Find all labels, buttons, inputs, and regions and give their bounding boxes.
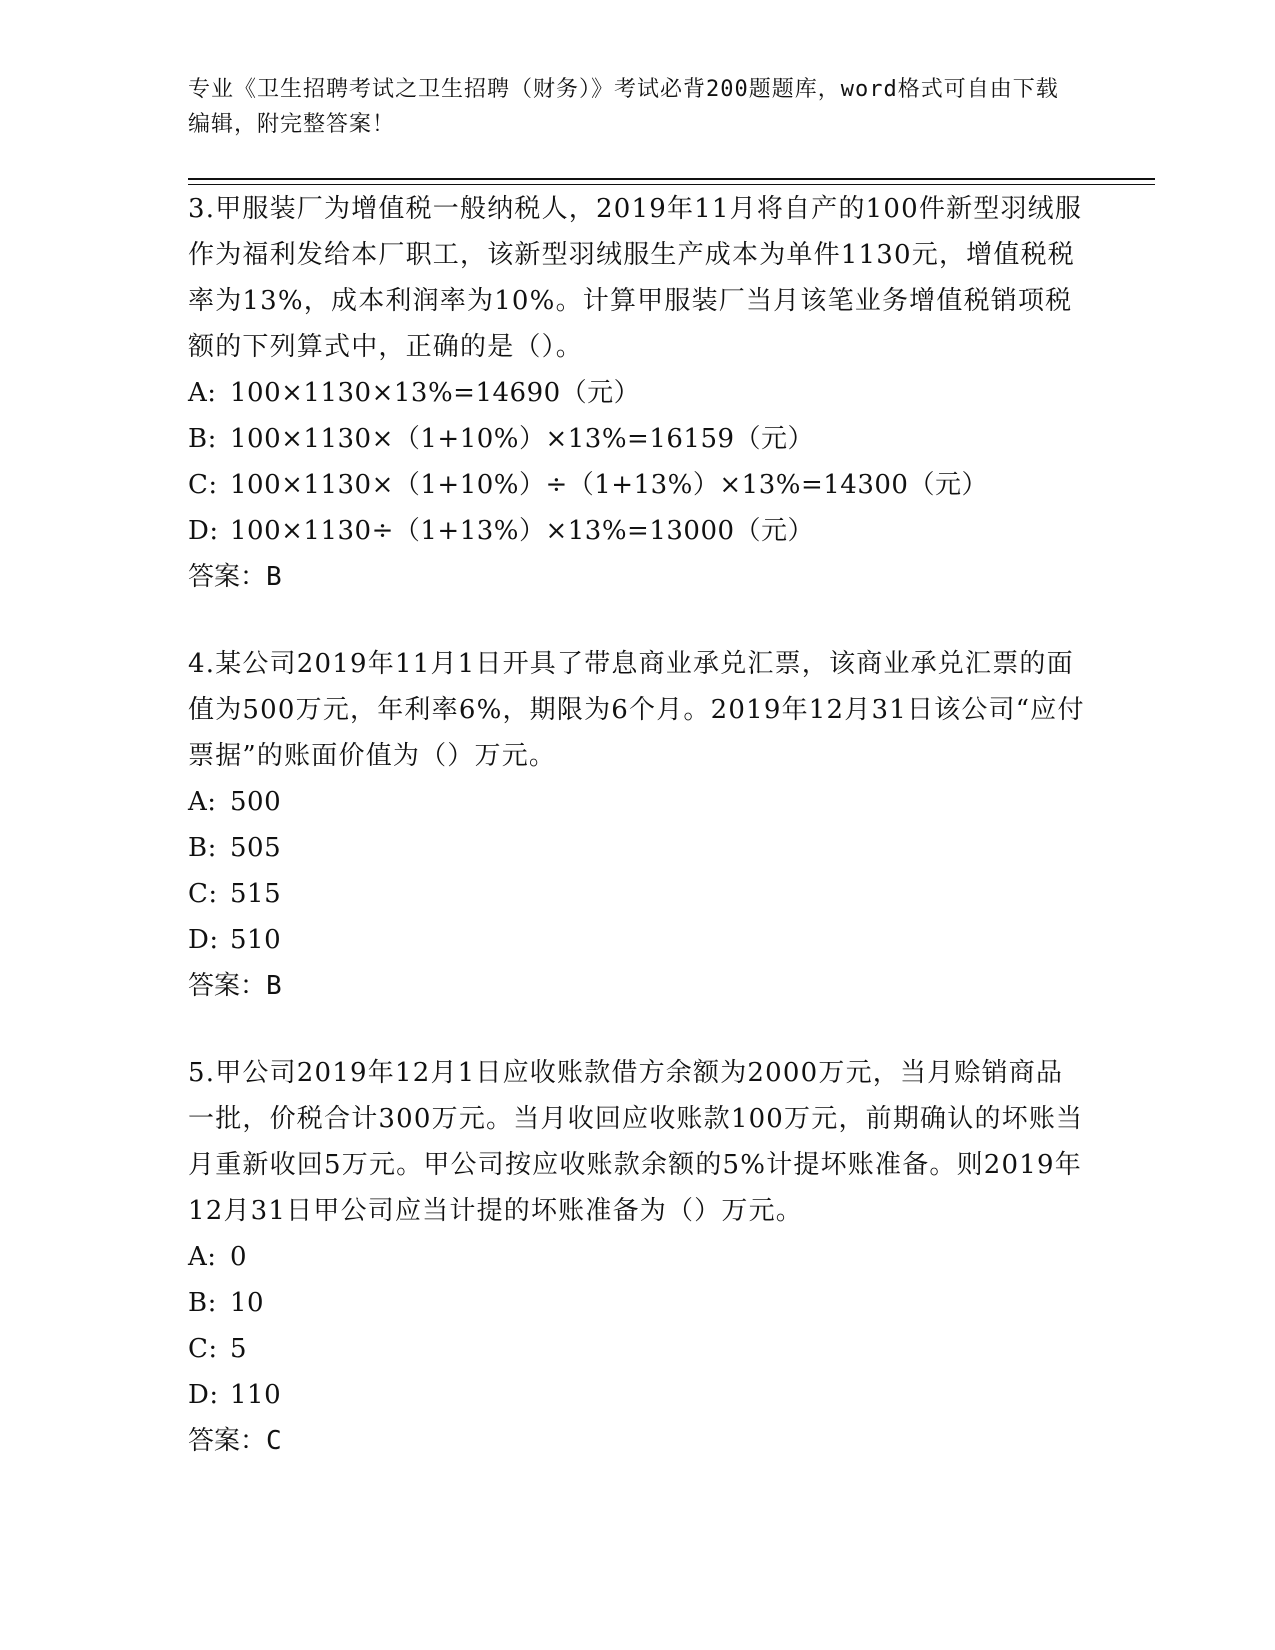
header-divider-thin <box>188 184 1155 185</box>
option-text: 110 <box>230 1380 282 1410</box>
option-key: D: <box>188 925 219 955</box>
option-key: A: <box>188 787 217 817</box>
option-key: B: <box>188 833 217 863</box>
option-key: B: <box>188 424 217 454</box>
option-text: 10 <box>230 1288 265 1318</box>
question-stem: 5.甲公司2019年12月1日应收账款借方余额为2000万元，当月赊销商品一批，价税合计300万元。当月收回应收账款100万元，前期确认的坏账当月重新收回5万元。甲公司按应收账款余额的5%计提坏账准备。则2019年12月31日甲公司应当计提的坏账准备为（）万元。 <box>188 1058 1084 1226</box>
option-key: C: <box>188 470 218 500</box>
question-stem: 4.某公司2019年11月1日开具了带息商业承兑汇票，该商业承兑汇票的面值为500万元，年利率6%，期限为6个月。2019年12月31日该公司“应付票据”的账面价值为（）万元。 <box>188 649 1085 771</box>
option-key: D: <box>188 1380 219 1410</box>
option-a <box>188 370 1088 416</box>
document-header <box>188 72 1078 142</box>
option-key: B: <box>188 1288 217 1318</box>
answer-line: 答案：B <box>188 971 282 1001</box>
header-divider-thick <box>188 178 1155 180</box>
option-d <box>188 508 1088 554</box>
answer-line: 答案：B <box>188 562 282 592</box>
option-a <box>188 779 1088 825</box>
option-c <box>188 462 1088 508</box>
option-text: 515 <box>230 879 282 909</box>
answer-line: 答案：C <box>188 1426 282 1456</box>
option-b <box>188 825 1088 871</box>
option-text: 100×1130÷（1+13%）×13%=13000（元） <box>230 516 815 546</box>
option-b <box>188 416 1088 462</box>
option-text: 510 <box>230 925 282 955</box>
question-5 <box>188 1050 1088 1464</box>
option-c <box>188 871 1088 917</box>
option-key: A: <box>188 1242 217 1272</box>
question-stem: 3.甲服装厂为增值税一般纳税人，2019年11月将自产的100件新型羽绒服作为福利发给本厂职工，该新型羽绒服生产成本为单件1130元，增值税税率为13%，成本利润率为10%。计算甲服装厂当月该笔业务增值税销项税额的下列算式中，正确的是（）。 <box>188 194 1083 362</box>
option-text: 500 <box>230 787 282 817</box>
option-b <box>188 1280 1088 1326</box>
option-d <box>188 917 1088 963</box>
option-text: 5 <box>230 1334 248 1364</box>
header-intro: 专业《卫生招聘考试之卫生招聘（财务）》考试必背200题题库，word格式可自由下载编辑，附完整答案！ <box>188 77 1059 137</box>
option-key: D: <box>188 516 219 546</box>
option-c <box>188 1326 1088 1372</box>
option-key: C: <box>188 879 218 909</box>
option-text: 505 <box>230 833 282 863</box>
option-d <box>188 1372 1088 1418</box>
option-text: 100×1130×13%=14690（元） <box>230 378 641 408</box>
question-3 <box>188 186 1088 600</box>
option-text: 100×1130×（1+10%）÷（1+13%）×13%=14300（元） <box>230 470 988 500</box>
option-text: 100×1130×（1+10%）×13%=16159（元） <box>230 424 815 454</box>
option-text: 0 <box>230 1242 248 1272</box>
question-4 <box>188 641 1088 1009</box>
option-a <box>188 1234 1088 1280</box>
option-key: C: <box>188 1334 218 1364</box>
option-key: A: <box>188 378 217 408</box>
